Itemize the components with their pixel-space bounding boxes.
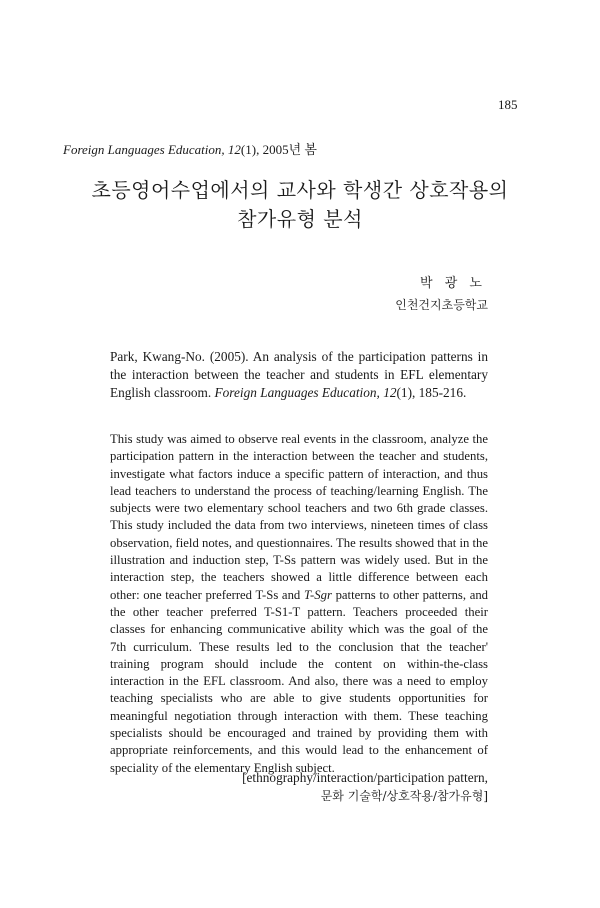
author-affiliation: 인천건지초등학교 xyxy=(395,298,488,312)
abstract xyxy=(110,431,488,777)
author-name: 박 광 노 xyxy=(420,276,486,291)
paper-title-line-1: 초등영어수업에서의 교사와 학생간 상호작용의 xyxy=(91,178,509,202)
abstract-part-1: This study was aimed to observe real events in the classroom, analyze the participation pattern in the interaction between the teacher and students, investigate what factors induce a specific pattern of interaction, and thus lead teachers to understand the process of teaching/learning English. The subjects were two elementary school teachers and two 6th grade classes. This study included the data from two interviews, nineteen times of class observation, field notes, and questionnaires. The results showed that in the illustration and induction step, T-Ss pattern was widely used. But in the interaction step, the teachers showed a little difference between each other: one teacher preferred T-Ss and xyxy=(110,432,488,602)
citation-journal: Foreign Languages Education, xyxy=(214,385,380,400)
citation-tail: (1), 185-216. xyxy=(396,385,467,400)
citation-volume: 12 xyxy=(383,385,397,400)
paper-title xyxy=(40,176,560,234)
paper-title-line-2: 참가유형 분석 xyxy=(237,207,363,231)
journal-volume: 12 xyxy=(227,142,241,157)
journal-reference xyxy=(63,139,317,158)
abstract-part-2: patterns to other patterns, and the other teacher preferred T-S1-T pattern. Teachers proceeded their classes for enhancing communicative ability which was the goal of the 7th curriculum. These results led to the conclusion that the teacher' training program should include the content on within-the-class interaction in the EFL classroom. And also, there was a need to employ teaching specialists who are able to give students opportunities for meaningful negotiation through interaction with them. These teaching specialists should be encouraged and trained by providing them with appropriate reinforcements, and this would lead to the enhancement of speciality of the elementary English subject. xyxy=(110,587,489,775)
abstract-italic-term: T-Sgr xyxy=(303,587,332,602)
keywords xyxy=(242,769,488,805)
journal-year-season: 2005년 봄 xyxy=(262,142,317,157)
citation-lead: Park, Kwang-No. (2005). An analysis of the participation patterns in the interaction between the teacher and students in EFL elementary English classroom. xyxy=(110,349,488,400)
keywords-korean: 문화 기술학/상호작용/참가유형] xyxy=(320,789,488,803)
journal-issue: (1), xyxy=(240,142,260,157)
citation xyxy=(110,348,488,402)
journal-name: Foreign Languages Education, xyxy=(63,142,225,157)
page-number: 185 xyxy=(498,97,518,112)
keywords-english: [ethnography/interaction/participation pattern, xyxy=(242,770,488,785)
